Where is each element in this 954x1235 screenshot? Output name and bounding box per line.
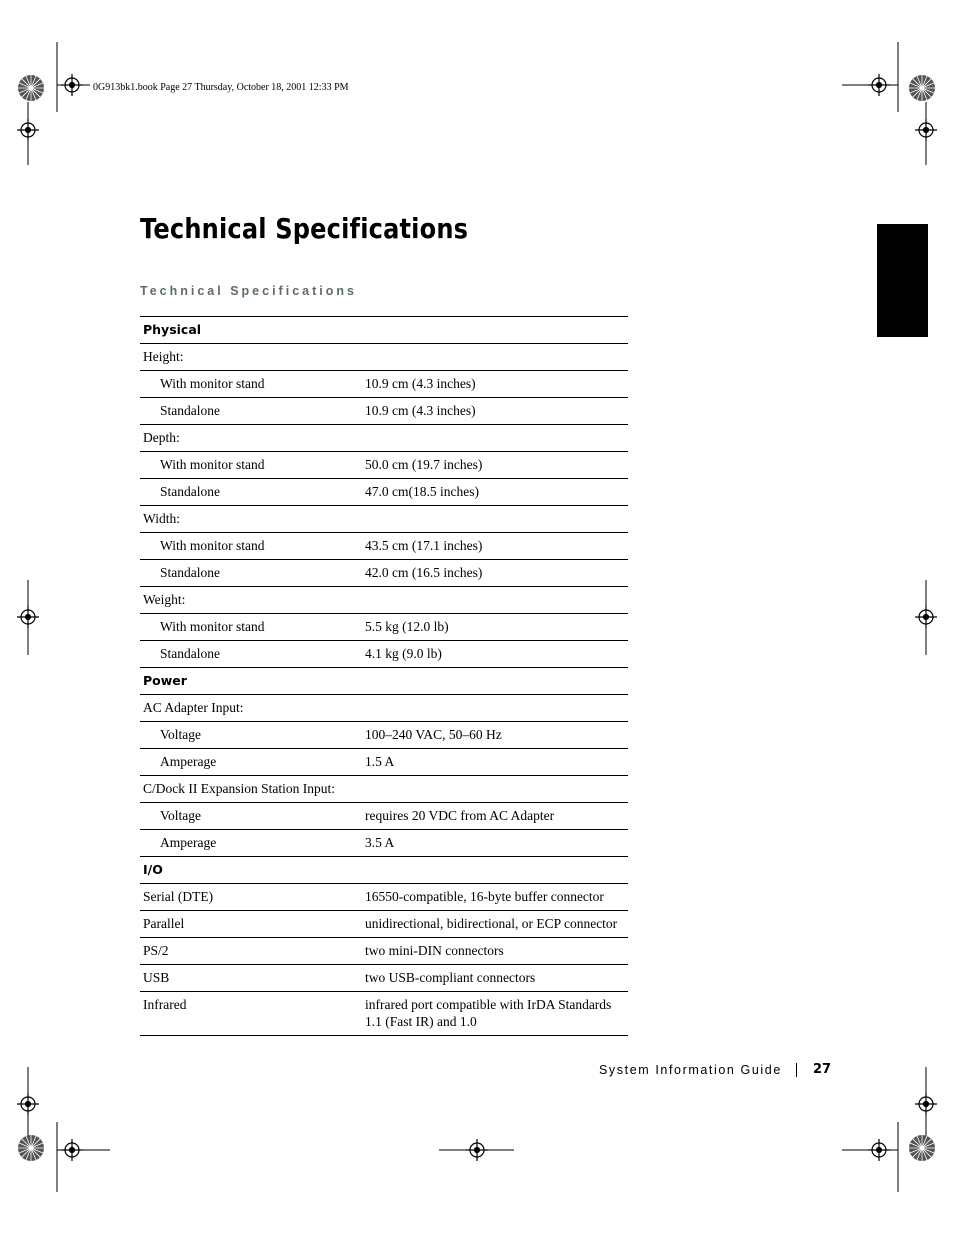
section-heading: I/O bbox=[140, 857, 362, 884]
spec-label: With monitor stand bbox=[140, 614, 362, 641]
table-row bbox=[140, 938, 628, 965]
spec-value bbox=[362, 317, 628, 344]
spec-label: Standalone bbox=[140, 479, 362, 506]
spec-label: Infrared bbox=[140, 992, 362, 1036]
spec-label: Standalone bbox=[140, 641, 362, 668]
table-row bbox=[140, 371, 628, 398]
spec-label: With monitor stand bbox=[140, 371, 362, 398]
spec-label: Amperage bbox=[140, 830, 362, 857]
table-row bbox=[140, 479, 628, 506]
spec-value: 43.5 cm (17.1 inches) bbox=[362, 533, 628, 560]
page-title: Technical Specifications bbox=[140, 212, 469, 245]
footer-separator bbox=[796, 1063, 797, 1077]
table-row bbox=[140, 398, 628, 425]
table-row bbox=[140, 668, 628, 695]
spec-value: two USB-compliant connectors bbox=[362, 965, 628, 992]
spec-value: infrared port compatible with IrDA Standards 1.1 (Fast IR) and 1.0 bbox=[362, 992, 628, 1036]
spec-value: 3.5 A bbox=[362, 830, 628, 857]
table-row bbox=[140, 857, 628, 884]
spec-value: 10.9 cm (4.3 inches) bbox=[362, 398, 628, 425]
table-caption: Technical Specifications bbox=[140, 284, 357, 298]
spec-value bbox=[362, 668, 628, 695]
table-row bbox=[140, 992, 628, 1036]
table-row bbox=[140, 722, 628, 749]
spec-label: Standalone bbox=[140, 398, 362, 425]
section-heading: Physical bbox=[140, 317, 362, 344]
spec-label: Standalone bbox=[140, 560, 362, 587]
spec-label: Voltage bbox=[140, 722, 362, 749]
spec-label: Width: bbox=[140, 506, 362, 533]
table-row bbox=[140, 911, 628, 938]
spec-label: Height: bbox=[140, 344, 362, 371]
spec-value: two mini-DIN connectors bbox=[362, 938, 628, 965]
spec-label: Amperage bbox=[140, 749, 362, 776]
table-row bbox=[140, 641, 628, 668]
chapter-tab bbox=[877, 224, 928, 337]
footer-title: System Information Guide bbox=[599, 1063, 782, 1077]
table-row bbox=[140, 614, 628, 641]
spec-label: Parallel bbox=[140, 911, 362, 938]
section-heading: Power bbox=[140, 668, 362, 695]
spec-value bbox=[362, 425, 628, 452]
spec-table-body bbox=[140, 317, 628, 1036]
spec-label: C/Dock II Expansion Station Input: bbox=[140, 776, 362, 803]
table-row bbox=[140, 884, 628, 911]
spec-value: 47.0 cm(18.5 inches) bbox=[362, 479, 628, 506]
spec-label: With monitor stand bbox=[140, 533, 362, 560]
spec-value: 1.5 A bbox=[362, 749, 628, 776]
spec-value bbox=[362, 506, 628, 533]
table-row bbox=[140, 749, 628, 776]
spec-value: 42.0 cm (16.5 inches) bbox=[362, 560, 628, 587]
print-header: 0G913bk1.book Page 27 Thursday, October 18, 2001 12:33 PM bbox=[93, 82, 349, 93]
table-row bbox=[140, 425, 628, 452]
spec-value: 10.9 cm (4.3 inches) bbox=[362, 371, 628, 398]
table-row bbox=[140, 965, 628, 992]
spec-value bbox=[362, 776, 628, 803]
table-row bbox=[140, 452, 628, 479]
table-row bbox=[140, 776, 628, 803]
spec-label: Voltage bbox=[140, 803, 362, 830]
spec-label: AC Adapter Input: bbox=[140, 695, 362, 722]
spec-table bbox=[140, 316, 628, 1036]
spec-value: requires 20 VDC from AC Adapter bbox=[362, 803, 628, 830]
spec-value bbox=[362, 587, 628, 614]
spec-value: 4.1 kg (9.0 lb) bbox=[362, 641, 628, 668]
spec-label: USB bbox=[140, 965, 362, 992]
spec-value: 50.0 cm (19.7 inches) bbox=[362, 452, 628, 479]
spec-value: 5.5 kg (12.0 lb) bbox=[362, 614, 628, 641]
spec-value bbox=[362, 857, 628, 884]
table-row bbox=[140, 533, 628, 560]
spec-value: unidirectional, bidirectional, or ECP connector bbox=[362, 911, 628, 938]
table-row bbox=[140, 506, 628, 533]
spec-label: Depth: bbox=[140, 425, 362, 452]
spec-label: With monitor stand bbox=[140, 452, 362, 479]
table-row bbox=[140, 695, 628, 722]
table-row bbox=[140, 803, 628, 830]
spec-label: PS/2 bbox=[140, 938, 362, 965]
spec-value: 16550-compatible, 16-byte buffer connector bbox=[362, 884, 628, 911]
table-row bbox=[140, 560, 628, 587]
page-number: 27 bbox=[813, 1062, 832, 1077]
spec-label: Serial (DTE) bbox=[140, 884, 362, 911]
table-row bbox=[140, 587, 628, 614]
table-row bbox=[140, 830, 628, 857]
table-row bbox=[140, 344, 628, 371]
table-row bbox=[140, 317, 628, 344]
spec-value: 100–240 VAC, 50–60 Hz bbox=[362, 722, 628, 749]
spec-label: Weight: bbox=[140, 587, 362, 614]
spec-value bbox=[362, 344, 628, 371]
spec-value bbox=[362, 695, 628, 722]
